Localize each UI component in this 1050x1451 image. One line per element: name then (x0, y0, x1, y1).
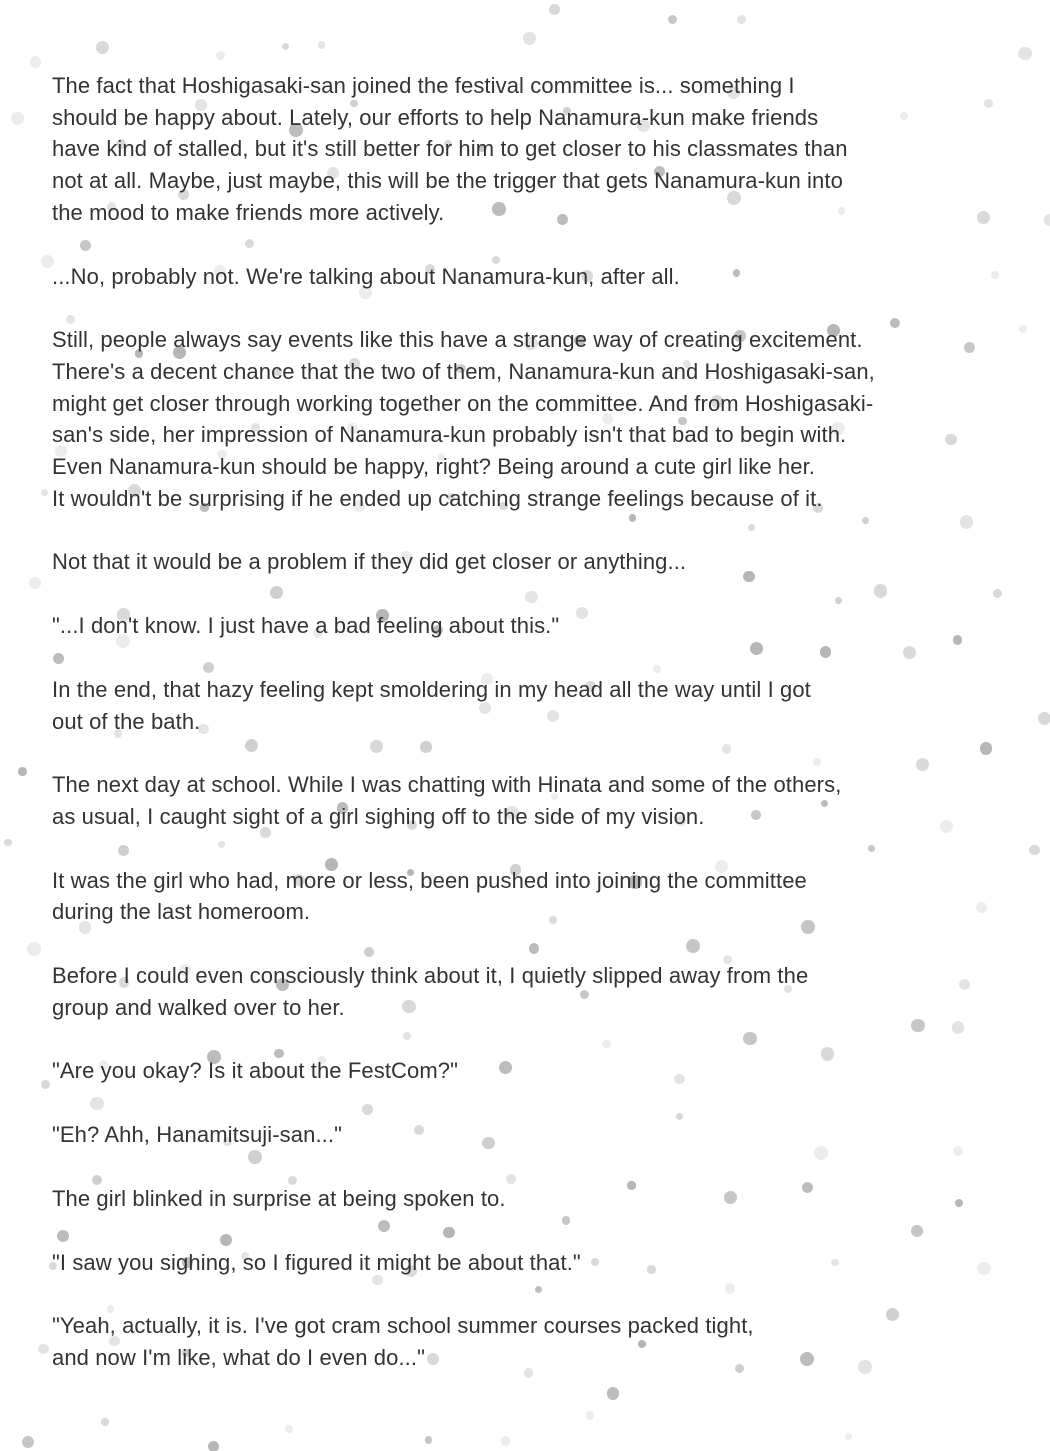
background-dot (30, 56, 42, 68)
background-dot (101, 1418, 109, 1426)
text-line: and now I'm like, what do I even do..." (52, 1344, 426, 1370)
background-dot (668, 15, 677, 24)
text-line: as usual, I caught sight of a girl sighing off to the side of my vision. (52, 803, 705, 829)
background-dot (18, 767, 27, 776)
text-line: should be happy about. Lately, our efforts to help Nanamura-kun make friends (52, 104, 819, 130)
paragraph (52, 1247, 1014, 1279)
text-line: There's a decent chance that the two of them, Nanamura-kun and Hoshigasaki-san, (52, 358, 875, 384)
background-dot (1044, 214, 1050, 226)
background-dot (737, 15, 746, 24)
paragraph (52, 70, 1014, 229)
text-line: "I saw you sighing, so I figured it might be about that." (52, 1249, 581, 1275)
background-dot (208, 1441, 219, 1451)
text-line: "...I don't know. I just have a bad feeling about this." (52, 613, 560, 639)
text-line: san's side, her impression of Nanamura-kun probably isn't that bad to begin with. (52, 422, 847, 448)
text-line: the mood to make friends more actively. (52, 199, 445, 225)
background-dot (96, 41, 109, 54)
background-dot (41, 1080, 50, 1089)
text-line: might get closer through working together on the committee. And from Hoshigasaki- (52, 390, 874, 416)
text-line: It was the girl who had, more or less, been pushed into joining the committee (52, 867, 807, 893)
text-line: during the last homeroom. (52, 899, 311, 925)
paragraph (52, 960, 1014, 1023)
text-line: group and walked over to her. (52, 994, 345, 1020)
paragraph (52, 610, 1014, 642)
background-dot (41, 489, 48, 496)
paragraph (52, 546, 1014, 578)
background-dot (29, 577, 41, 589)
text-line: "Yeah, actually, it is. I've got cram school summer courses packed tight, (52, 1313, 754, 1339)
background-dot (4, 839, 12, 847)
text-line: Before I could even consciously think about it, I quietly slipped away from the (52, 963, 809, 989)
background-dot (1038, 712, 1050, 725)
text-line: Even Nanamura-kun should be happy, right? Being around a cute girl like her. (52, 454, 815, 480)
text-line: have kind of stalled, but it's still better for him to get closer to his classmates than (52, 136, 848, 162)
background-dot (1018, 47, 1032, 61)
background-dot (27, 942, 41, 956)
text-line: "Eh? Ahh, Hanamitsuji-san..." (52, 1122, 342, 1148)
text-line: Still, people always say events like this have a strange way of creating excitement. (52, 327, 863, 353)
paragraph (52, 769, 1014, 832)
text-line: In the end, that hazy feeling kept smoldering in my head all the way until I got (52, 676, 811, 702)
story-text (52, 70, 1014, 1406)
paragraph (52, 261, 1014, 293)
text-line: The next day at school. While I was chatting with Hinata and some of the others, (52, 772, 842, 798)
background-dot (1019, 325, 1027, 333)
background-dot (425, 1436, 433, 1444)
background-dot (501, 1436, 511, 1446)
paragraph (52, 1183, 1014, 1215)
text-line: The fact that Hoshigasaki-san joined the festival committee is... something I (52, 73, 795, 98)
background-dot (22, 1436, 35, 1449)
text-line: The girl blinked in surprise at being spoken to. (52, 1185, 506, 1211)
background-dot (586, 1411, 594, 1419)
background-dot (216, 51, 225, 60)
text-line: not at all. Maybe, just maybe, this will be the trigger that gets Nanamura-kun into (52, 168, 843, 194)
background-dot (11, 112, 24, 125)
background-dot (282, 43, 289, 50)
paragraph (52, 865, 1014, 928)
background-dot (549, 4, 560, 15)
text-line: It wouldn't be surprising if he ended up catching strange feelings because of it. (52, 485, 823, 511)
background-dot (845, 1433, 852, 1440)
background-dot (1029, 845, 1039, 855)
text-line: ...No, probably not. We're talking about Nanamura-kun, after all. (52, 263, 680, 289)
background-dot (38, 1344, 48, 1354)
text-line: Not that it would be a problem if they did get closer or anything... (52, 549, 687, 575)
paragraph (52, 1055, 1014, 1087)
background-dot (285, 1425, 293, 1433)
paragraph (52, 1310, 1014, 1373)
text-line: "Are you okay? Is it about the FestCom?" (52, 1058, 459, 1084)
paragraph (52, 1119, 1014, 1151)
background-dot (523, 32, 536, 45)
text-line: out of the bath. (52, 708, 201, 734)
background-dot (318, 41, 325, 48)
paragraph (52, 324, 1014, 514)
paragraph (52, 674, 1014, 737)
